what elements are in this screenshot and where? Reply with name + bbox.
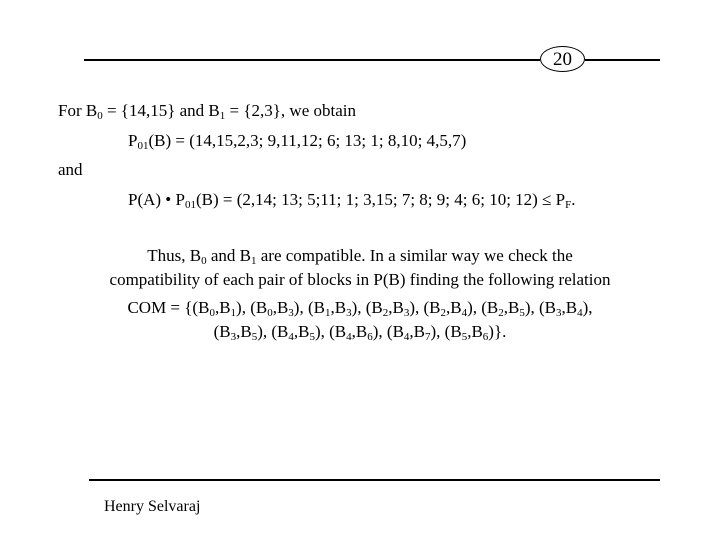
text-segment: ), (B — [467, 298, 499, 317]
top-rule-right — [585, 59, 660, 61]
subscript: 5 — [309, 331, 315, 343]
subscript: 3 — [403, 307, 410, 319]
text-line-6: compatibility of each pair of blocks in P(B) finding the following relation — [109, 270, 611, 289]
text-line-4: P(A) • $P_{01}(B) = (2,14$; 13; 5;11; 1; 3,15; 7; 8; 9; 4; 6; 10; $12) \le P_F$. — [128, 190, 576, 211]
subscript: 3 — [346, 307, 352, 319]
text-segment: ,B — [446, 298, 462, 317]
subscript: 0 — [267, 307, 273, 319]
text-segment: ,B — [330, 298, 347, 317]
text-segment: ,B — [409, 322, 426, 341]
text-line-1: For $B_0 = \{14,15\}$ and $B_1 = \{2,3\}$, we obtain — [58, 101, 356, 122]
page-number: 20 — [540, 46, 585, 72]
subscript: 5 — [461, 331, 468, 343]
text-segment: )}. — [488, 322, 507, 341]
subscript: 2 — [498, 307, 504, 319]
text-segment: ,B — [272, 298, 289, 317]
text-segment: ), (B — [236, 298, 268, 317]
text-segment: ), (B — [372, 322, 404, 341]
text-segment: ), (B — [293, 298, 325, 317]
text-segment: ), (B — [257, 322, 289, 341]
footer-author: Henry Selvaraj — [104, 498, 201, 515]
text-segment: ,B — [351, 322, 368, 341]
text-segment: ), (B — [524, 298, 557, 317]
text-segment: ,B — [293, 322, 310, 341]
text-line-2: $P_{01}(B) = (14,15,2,3$; 9,11,12; 6; 13; 1; 8,10; 4,5,7) — [128, 131, 467, 152]
text-segment: ), (B — [409, 298, 441, 317]
text-segment: COM = {(B — [127, 298, 210, 317]
subscript: 7 — [425, 331, 431, 343]
text-segment: ), — [582, 298, 593, 317]
subscript: 2 — [382, 307, 389, 319]
bottom-rule — [89, 479, 660, 481]
text-segment: ,B — [503, 298, 520, 317]
text-segment: ), (B — [430, 322, 462, 341]
text-segment: ,B — [388, 298, 404, 317]
subscript: 4 — [346, 331, 352, 343]
subscript: 4 — [403, 331, 410, 343]
text-segment: ), (B — [351, 298, 383, 317]
top-rule-left — [84, 59, 540, 61]
text-segment: (B — [213, 322, 231, 341]
text-line-3: and — [58, 160, 83, 179]
text-segment: ,B — [467, 322, 483, 341]
subscript: 4 — [461, 307, 468, 319]
com-relation-line-1 — [0, 298, 720, 318]
subscript: 5 — [519, 307, 525, 319]
text-segment: ,B — [236, 322, 252, 341]
subscript: 1 — [324, 307, 331, 319]
text-segment: ,B — [561, 298, 578, 317]
subscript: 4 — [577, 307, 583, 319]
subscript: 5 — [251, 331, 258, 343]
com-relation-line-2 — [0, 322, 720, 342]
text-line-5: Thus, $B_0$ and $B_1$ are compatible. In a similar way we check the — [147, 246, 573, 267]
subscript: 3 — [288, 307, 294, 319]
subscript: 4 — [288, 331, 294, 343]
subscript: 0 — [209, 307, 215, 319]
subscript: 1 — [230, 307, 237, 319]
subscript: 2 — [440, 307, 446, 319]
text-segment: ,B — [214, 298, 231, 317]
subscript: 3 — [230, 331, 237, 343]
subscript: 3 — [556, 307, 562, 319]
subscript: 6 — [367, 331, 373, 343]
subscript: 6 — [482, 331, 489, 343]
text-segment: ), (B — [314, 322, 347, 341]
